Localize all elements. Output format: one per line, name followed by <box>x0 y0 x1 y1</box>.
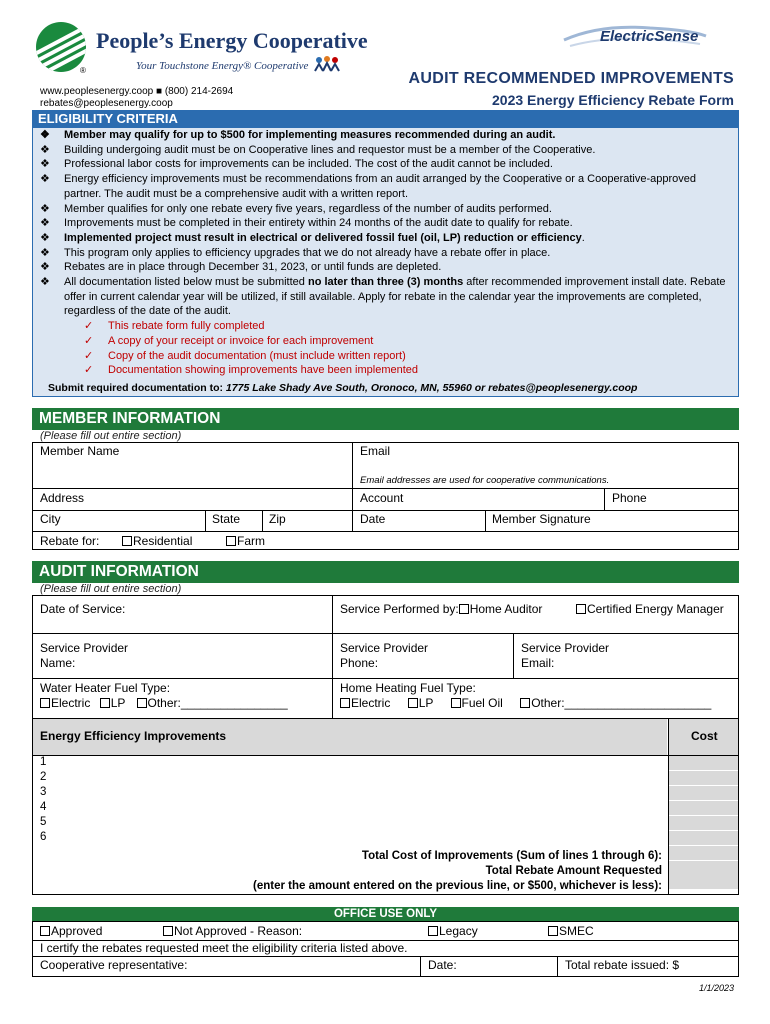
electricsense-logo <box>560 22 710 52</box>
provider-email-field[interactable]: Service Provider Email: <box>521 641 610 670</box>
wh-lp-checkbox[interactable] <box>100 698 110 708</box>
office-heading: OFFICE USE ONLY <box>32 907 739 921</box>
date-of-service-field[interactable]: Date of Service: <box>40 602 126 616</box>
checklist-item: ✓ Copy of the audit documentation (must include written report) <box>84 349 406 362</box>
city-field[interactable]: City <box>40 512 61 526</box>
state-field[interactable]: State <box>212 512 241 526</box>
water-heater-options: Electric LP Other:________________ <box>40 696 288 711</box>
registered-mark: ® <box>80 66 86 75</box>
list-item: ❖ Member may qualify for up to $500 for implementing measures recommended during an audit. <box>40 129 556 141</box>
email-field[interactable]: Email <box>360 444 391 458</box>
list-item: ❖ This program only applies to efficiency upgrades that we do not already have a rebate offer in place. <box>40 246 551 259</box>
website-link[interactable]: www.peoplesenergy.coop <box>40 86 154 97</box>
water-heater-label: Water Heater Fuel Type: <box>40 681 171 695</box>
table-row[interactable]: 3 <box>40 786 47 798</box>
cost-input[interactable] <box>669 816 738 831</box>
farm-checkbox[interactable]: Farm <box>226 534 265 549</box>
contact-info: www.peoplesenergy.coop ■ (800) 214-2694 rebates@peoplesenergy.coop <box>40 86 234 109</box>
total-rebate-note: (enter the amount entered on the previous line, or $500, whichever is less): <box>252 880 662 892</box>
list-item: ❖ Professional labor costs for improvements can be included. The cost of the audit cannot be included. <box>40 158 553 171</box>
home-heating-label: Home Heating Fuel Type: <box>340 681 476 695</box>
phone-number: (800) 214-2694 <box>164 86 234 97</box>
email-link[interactable]: rebates@peoplesenergy.coop <box>40 98 173 109</box>
cost-input[interactable] <box>669 771 738 786</box>
list-item: ❖ Improvements must be completed in their entirety within 24 months of the audit date to qualify for rebate. <box>40 217 573 230</box>
improvements-header: Energy Efficiency Improvements <box>40 729 227 743</box>
rebate-for-label: Rebate for: <box>40 534 100 548</box>
member-signature-field[interactable]: Member Signature <box>492 512 591 526</box>
eligibility-heading: ELIGIBILITY CRITERIA <box>32 110 739 127</box>
member-heading: MEMBER INFORMATION <box>32 408 739 440</box>
service-performed-label: Service Performed by: Home Auditor <box>340 602 543 616</box>
cost-input[interactable] <box>669 801 738 816</box>
date-field[interactable]: Date <box>360 512 386 526</box>
wh-other-checkbox[interactable] <box>137 698 147 708</box>
member-name-field[interactable]: Member Name <box>40 444 120 458</box>
office-date-field[interactable]: Date: <box>428 958 457 972</box>
email-note: Email addresses are used for cooperative communications. <box>360 475 610 486</box>
address-field[interactable]: Address <box>40 491 85 505</box>
touchstone-icon <box>313 56 341 72</box>
hh-lp-checkbox[interactable] <box>408 698 418 708</box>
representative-field[interactable]: Cooperative representative: <box>40 958 188 972</box>
total-rebate-label: Total Rebate Amount Requested <box>485 865 662 877</box>
table-row[interactable]: 2 <box>40 771 47 783</box>
table-row[interactable]: 6 <box>40 831 47 843</box>
check-icon: ✓ <box>84 334 94 347</box>
zip-field[interactable]: Zip <box>269 512 286 526</box>
certify-statement: I certify the rebates requested meet the eligibility criteria listed above. <box>40 941 408 955</box>
total-cost-input[interactable] <box>669 846 738 861</box>
member-subheading: (Please fill out entire section) <box>32 430 739 442</box>
provider-phone-field[interactable]: Service Provider Phone: <box>340 641 429 670</box>
footer-date: 1/1/2023 <box>698 983 734 993</box>
form-title: AUDIT RECOMMENDED IMPROVEMENTS <box>408 70 734 87</box>
audit-heading: AUDIT INFORMATION <box>32 561 739 593</box>
checklist-item: ✓ Documentation showing improvements have been implemented <box>84 364 419 377</box>
list-item: ❖ Implemented project must result in electrical or delivered fossil fuel (oil, LP) reduction or efficiency. <box>40 231 585 244</box>
total-issued-field[interactable]: Total rebate issued: $ <box>565 958 680 972</box>
form-subtitle: 2023 Energy Efficiency Rebate Form <box>492 92 734 108</box>
total-rebate-input[interactable] <box>669 861 738 890</box>
cost-header: Cost <box>691 729 718 743</box>
list-item: ❖ Rebates are in place through December 31, 2023, or until funds are depleted. <box>40 261 442 274</box>
check-icon: ✓ <box>84 320 94 333</box>
approved-checkbox[interactable]: Approved <box>40 924 102 939</box>
table-row[interactable]: 4 <box>40 801 47 813</box>
provider-name-field[interactable]: Service Provider Name: <box>40 641 129 670</box>
coop-logo <box>36 22 86 72</box>
hh-electric-checkbox[interactable] <box>340 698 350 708</box>
audit-subheading: (Please fill out entire section) <box>32 583 739 595</box>
certified-manager-checkbox[interactable]: Certified Energy Manager <box>576 602 724 617</box>
electricsense-text: ElectricSense <box>600 28 699 45</box>
check-icon: ✓ <box>84 349 94 362</box>
coop-name: People’s Energy Cooperative <box>96 28 368 53</box>
not-approved-checkbox[interactable]: Not Approved - Reason: <box>163 924 302 939</box>
home-heating-options: Electric LP Fuel Oil Other:______________________ <box>340 696 711 711</box>
list-item: ❖ All documentation listed below must be submitted no later than three (3) months after recommended improvement install date. Rebate offer in current calendar year will be utilized, if still available. Apply for rebate in the calendar year the improvements are completed, regardless of the date of the audit. <box>40 276 726 318</box>
list-item: ❖ Building undergoing audit must be on Cooperative lines and requestor must be a member of the Cooperative. <box>40 143 596 156</box>
eligibility-list <box>40 128 735 378</box>
checklist-item: ✓ A copy of your receipt or invoice for each improvement <box>84 334 374 347</box>
submit-instructions: Submit required documentation to: 1775 Lake Shady Ave South, Oronoco, MN, 55960 or rebates@peoplesenergy.coop <box>48 382 638 394</box>
phone-field[interactable]: Phone <box>612 491 647 505</box>
cost-input[interactable] <box>669 831 738 846</box>
residential-checkbox[interactable]: Residential <box>122 534 192 549</box>
table-row[interactable]: 1 <box>40 756 47 768</box>
coop-tagline: Your Touchstone Energy® Cooperative <box>136 56 341 72</box>
cost-input[interactable] <box>669 786 738 801</box>
list-item: ❖ Energy efficiency improvements must be recommendations from an audit arranged by the Cooperative or a Cooperative-approved partner. The audit must be a comprehensive audit with a written report. <box>40 173 697 200</box>
legacy-checkbox[interactable]: Legacy <box>428 924 478 939</box>
cost-column <box>669 756 738 894</box>
home-auditor-checkbox[interactable] <box>459 604 469 614</box>
account-field[interactable]: Account <box>360 491 404 505</box>
hh-other-checkbox[interactable] <box>520 698 530 708</box>
check-icon: ✓ <box>84 364 94 377</box>
hh-fuel-oil-checkbox[interactable] <box>451 698 461 708</box>
checklist-item: ✓ This rebate form fully completed <box>84 320 265 333</box>
smec-checkbox[interactable]: SMEC <box>548 924 594 939</box>
cost-input[interactable] <box>669 756 738 771</box>
list-item: ❖ Member qualifies for only one rebate every five years, regardless of the number of audits performed. <box>40 202 552 215</box>
table-row[interactable]: 5 <box>40 816 47 828</box>
total-cost-label: Total Cost of Improvements (Sum of lines 1 through 6): <box>361 850 662 862</box>
wh-electric-checkbox[interactable] <box>40 698 50 708</box>
